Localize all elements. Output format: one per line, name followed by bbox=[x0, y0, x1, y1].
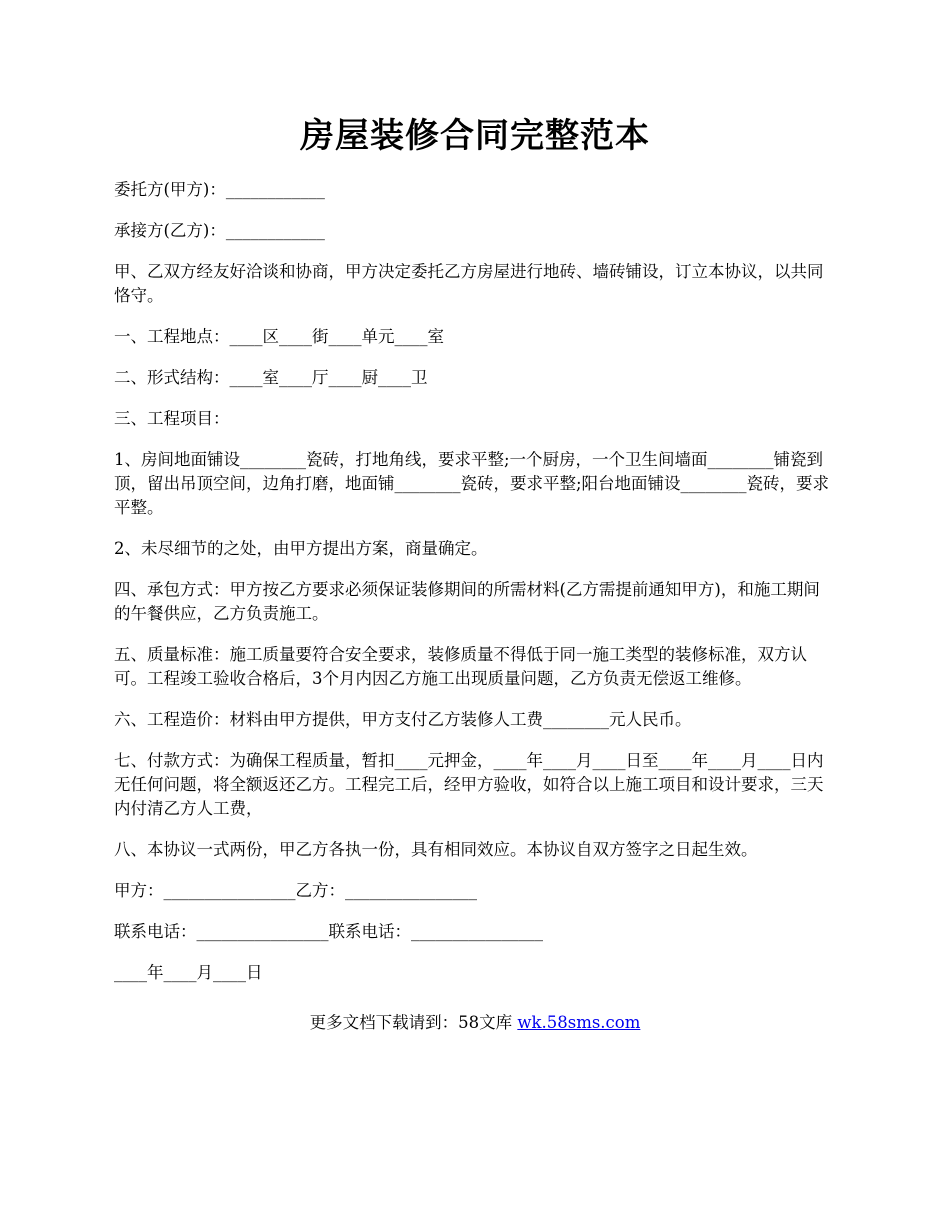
document-title: 房屋装修合同完整范本 bbox=[300, 116, 650, 156]
document-body bbox=[114, 178, 836, 1002]
party-a-line: 委托方(甲方)：____________ bbox=[114, 180, 325, 199]
footer bbox=[0, 1011, 950, 1035]
party-b-line: 承接方(乙方)：____________ bbox=[114, 221, 325, 240]
clause-item-2: 2、未尽细节的之处，由甲方提出方案，商量确定。 bbox=[114, 539, 488, 558]
clause-structure: 二、形式结构：____室____厅____厨____卫 bbox=[114, 368, 428, 387]
footer-text: 更多文档下载请到：58文库 bbox=[309, 1013, 518, 1032]
clause-payment: 七、付款方式：为确保工程质量，暂扣____元押金，____年____月____日至____年____月____日内无任何问题，将全额返还乙方。工程完工后，经甲方验收，如符合以上施工项目和设计要求，三天内付清乙方人工费， bbox=[114, 751, 824, 818]
signature-line: 甲方：________________乙方：________________ bbox=[114, 881, 477, 900]
clause-contract-method: 四、承包方式：甲方按乙方要求必须保证装修期间的所需材料(乙方需提前通知甲方)，和施工期间的午餐供应，乙方负责施工。 bbox=[114, 580, 820, 623]
phone-line: 联系电话：________________联系电话：________________ bbox=[114, 922, 543, 941]
clause-items-heading: 三、工程项目： bbox=[114, 409, 230, 428]
clause-quality: 五、质量标准：施工质量要符合安全要求，装修质量不得低于同一施工类型的装修标准，双方认可。工程竣工验收合格后，3个月内因乙方施工出现质量问题，乙方负责无偿返工维修。 bbox=[114, 645, 807, 688]
clause-copies: 八、本协议一式两份，甲乙方各执一份，具有相同效应。本协议自双方签字之日起生效。 bbox=[114, 840, 758, 859]
intro-paragraph: 甲、乙双方经友好洽谈和协商，甲方决定委托乙方房屋进行地砖、墙砖铺设，订立本协议，以共同恪守。 bbox=[114, 262, 824, 305]
clause-cost: 六、工程造价：材料由甲方提供，甲方支付乙方装修人工费________元人民币。 bbox=[114, 710, 692, 729]
clause-item-1: 1、房间地面铺设________瓷砖，打地角线，要求平整;一个厨房，一个卫生间墙面________铺瓷到顶，留出吊顶空间，边角打磨，地面铺________瓷砖，要求平整;阳台地面铺设________瓷砖，要求平整。 bbox=[114, 450, 830, 517]
date-line: ____年____月____日 bbox=[114, 963, 263, 982]
footer-link[interactable]: wk.58sms.com bbox=[517, 1013, 641, 1032]
clause-location: 一、工程地点：____区____街____单元____室 bbox=[114, 327, 444, 346]
